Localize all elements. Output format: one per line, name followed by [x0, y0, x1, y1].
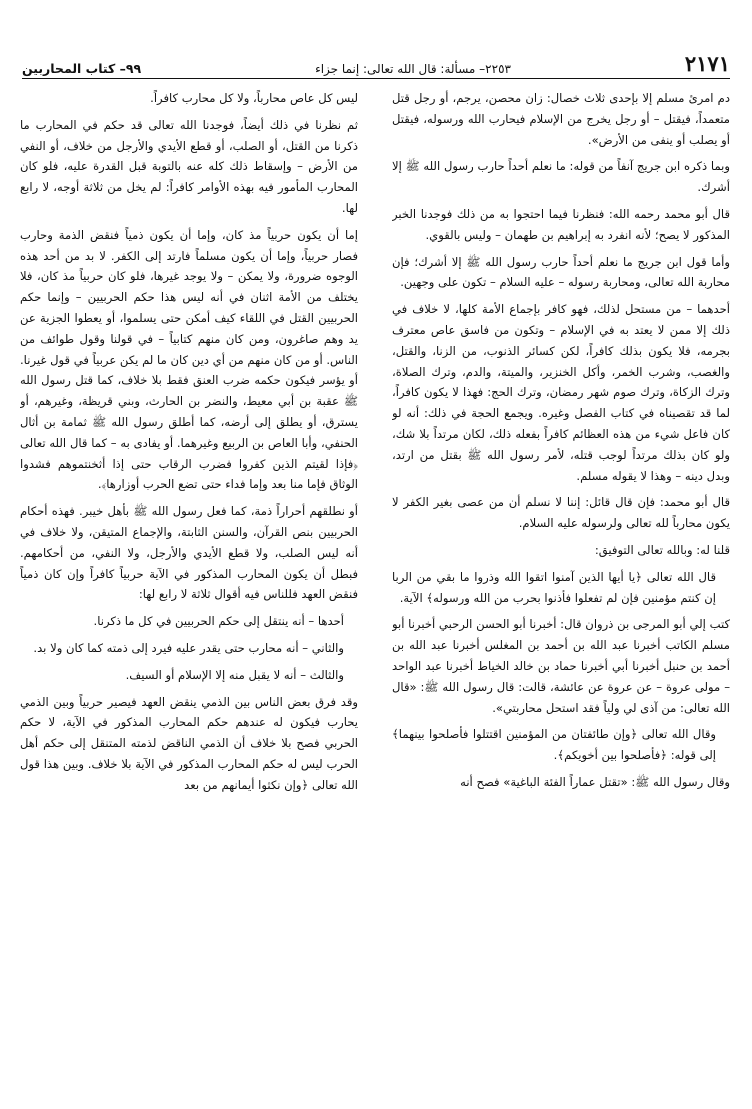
paragraph: أحدهما – من مستحل لذلك، فهو كافر بإجماع الأمة كلها، لا خلاف في ذلك إلا ممن لا يعتد به في الإسلام – وتكون من فاسق عاص معترف بجرمه، فلا يكون بذلك كافراً، لكن كسائر الذنوب، من الزنا، والقتل، والغصب، وشرب الخمر، وأكل الخنزير، والميتة، والدم، وترك الصلاة، وترك الزكاة، وترك صوم شهر رمضان، وترك الحج: فهذا لا يكون كافراً، لما قد تقصيناه في كتاب الفصل وغيره. ويجمع الحجة في ذلك: أنه لو كان فاعل شيء من هذه العظائم كافراً بفعله ذلك، لكان مرتداً بلا شك، ولو كان بذلك مرتداً لوجب قتله، لأمر رسول الله ﷺ بقتل من ارتد، وبدل دينه – وهذا لا يقوله مسلم.	[392, 302, 730, 483]
paragraph: قلنا له: وبالله تعالى التوفيق:	[594, 542, 730, 557]
page-number: ٢١٧١	[684, 51, 730, 76]
paragraph: دم امرئ مسلم إلا بإحدى ثلاث خصال: زان محصن، يرجم، أو رجل قتل متعمداً، فيقتل – أو رجل يخرج من الإسلام فيحارب الله ورسوله، فيقتل أو يصلب أو ينفى من الأرض».	[392, 91, 730, 147]
paragraph: كتب إلي أبو المرجى بن ذروان قال: أخبرنا أبو الحسن الرحبي أخبرنا أبو مسلم الكاتب أخبرنا عبد الله بن أحمد بن المغلس أخبرنا عبد الله بن أحمد بن حنبل أخبرنا أبي أخبرنا حماد بن خالد الخياط أخبرنا عبد الواحد – مولى عروة – عن عروة عن عائشة، قالت: قال رسول الله ﷺ: «قال الله تعالى: من آذى لي ولياً فقد استحل محاربتي».	[392, 617, 730, 715]
quran-verse: وقال الله تعالى ﴿وإن طائفتان من المؤمنين اقتتلوا فأصلحوا بينهما﴾ إلى قوله: ﴿فأصلحوا بين أخويكم﴾.	[392, 727, 716, 763]
paragraph: أو نطلقهم أحراراً ذمة، كما فعل رسول الله ﷺ بأهل خيبر. فهذه أحكام الحربيين بنص القرآن، والسنن الثابتة، والإجماع المتيقن، ولا خلاف في أنه ليس الصلب، ولا قطع الأيدي والأرجل، ولا النفي، من أحكامهم. فبطل أن يكون المحارب المذكور في الآية حربياً كافراً وإن كان ذمياً فنقض العهد فللناس فيه أقوال ثلاثة لا رابع لها:	[20, 504, 358, 602]
paragraph: ليس كل عاص محارباً، ولا كل محارب كافراً.	[150, 91, 358, 105]
paragraph: أحدها – أنه ينتقل إلى حكم الحربيين في كل ما ذكرنا.	[93, 614, 344, 629]
paragraph: وقال رسول الله ﷺ: «تقتل عماراً الفئة الباغية» فصح أنه	[460, 774, 730, 789]
left-column	[20, 88, 358, 1098]
paragraph: وقد فرق بعض الناس بين الذمي ينقض العهد فيصير حربياً وبين الذمي يحارب فيكون له عندهم حكم المحارب المذكور في الآية، لا حكم الحربي فصح بلا خلاف أن الذمي الناقض لذمته المتنقل إلى حكم أهل الحرب ليس له حكم المحارب المذكور في الآية بلا خلاف. وبين هذا قول الله تعالى ﴿وإن نكثوا أيمانهم من بعد	[20, 694, 358, 792]
page-header	[22, 48, 730, 79]
paragraph: ثم نظرنا في ذلك أيضاً، فوجدنا الله تعالى قد حكم في المحارب ما ذكرنا من القتل، أو الصلب، أو قطع الأيدي والأرجل من خلاف، أو النفي من الأرض – وإسقاط ذلك كله عنه بالتوبة قبل القدرة عليه، فلو كان المحارب المأمور فيه بهذه الأوامر كافراً: لم يخل من ثلاثة أوجه، لا رابع لها.	[20, 117, 358, 215]
quran-verse: قال الله تعالى ﴿يا أيها الذين آمنوا اتقوا الله وذروا ما بقي من الربا إن كنتم مؤمنين فإن لم تفعلوا فأذنوا بحرب من الله ورسوله﴾ الآية.	[392, 569, 716, 605]
paragraph: قال أبو محمد رحمه الله: فنظرنا فيما احتجوا به من ذلك فوجدنا الخبر المذكور لا يصح؛ لأنه انفرد به إبراهيم بن طهمان – وليس بالقوي.	[392, 206, 730, 242]
paragraph: وبما ذكره ابن جريج آنفاً من قوله: ما نعلم أحداً حارب رسول الله ﷺ إلا أشرك.	[392, 159, 730, 195]
book-title: ٩٩– كتاب المحاربين	[22, 61, 142, 76]
paragraph: قال أبو محمد: فإن قال قائل: إننا لا نسلم أن من عصى بغير الكفر لا يكون محارباً لله تعالى ولرسوله عليه السلام.	[392, 495, 730, 531]
paragraph: وأما قول ابن جريج ما نعلم أحداً حارب رسول الله ﷺ إلا أشرك؛ فإن محاربة الله تعالى، ومحاربة رسوله – عليه السلام – تكون على وجهين.	[392, 254, 730, 290]
running-title: ٢٢٥٣– مسألة: قال الله تعالى: إنما جزاء	[315, 62, 511, 76]
right-column	[392, 88, 730, 1098]
paragraph: والثالث – أنه لا يقبل منه إلا الإسلام أو السيف.	[125, 667, 344, 682]
paragraph: والثاني – أنه محارب حتى يقدر عليه فيرد إلى ذمته كما كان ولا بد.	[33, 640, 344, 655]
paragraph: إما أن يكون حربياً مذ كان، وإما أن يكون ذمياً فنقض الذمة وحارب فصار حربياً، وإما أن يكون مسلماً فارتد إلى الكفر. لا بد من أحد هذه الوجوه ضرورة، ولا يمكن – ولا يوجد غيرها، فلو كان حربياً مذ كان، فلا يختلف من الأمة اثنان في أنه ليس هذا حكم الحربيين – وإنما حكم الحربيين القتل في اللقاء كيف أمكن حتى يسلموا، أو يعطوا الجزية عن يد وهم صاغرون، ومن كان منهم كتابياً – في قولنا وقول طوائف من الناس. أو من كان منهم من أي دين كان ما لم يكن عربياً في قول غيرنا. أو يؤسر فيكون حكمه ضرب العنق فقط بلا خلاف، كما قتل رسول الله ﷺ عقبة بن أبي معيط، والنضر بن الحارث، وبني قريظة، وغيرهم، أو يسترق، أو يطلق إلى أرضه، كما أطلق رسول الله ﷺ ثمامة بن أثال الحنفي، وأبا العاص بن الربيع وغيرهما. أو يفادى به – كما قال الله تعالى ﴿فإذا لقيتم الذين كفروا فضرب الرقاب حتى إذا أثخنتموهم فشدوا الوثاق فإما منا بعد وإما فداء حتى تضع الحرب أوزارها﴾.	[20, 227, 358, 492]
